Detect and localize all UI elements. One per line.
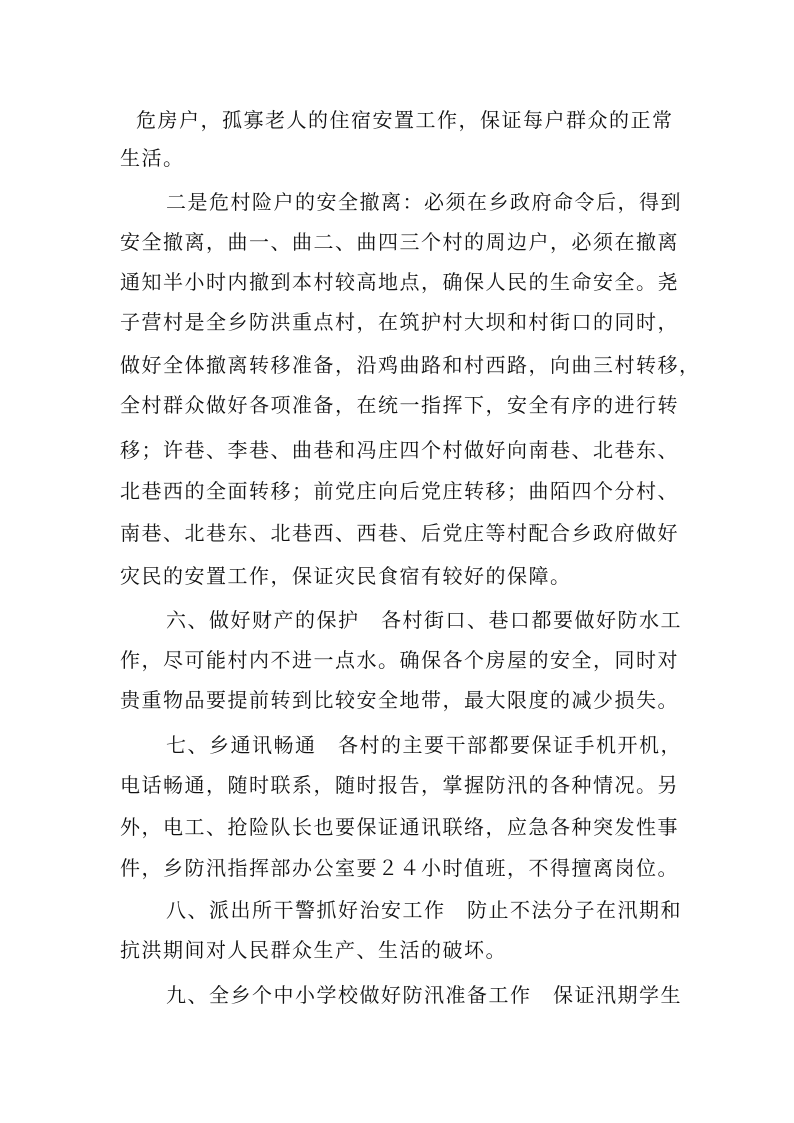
text-line: 外，电工、抢险队长也要保证通讯联络，应急各种突发性事 — [120, 815, 679, 839]
text-line: 通知半小时内撤到本村较高地点，确保人民的生命安全。尧 — [120, 270, 679, 294]
text-line: 贵重物品要提前转到比较安全地带，最大限度的减少损失。 — [120, 688, 679, 712]
text-line: 电话畅通，随时联系，随时报告，掌握防汛的各种情况。另 — [120, 773, 679, 797]
text-line: 全村群众做好各项准备，在统一指挥下，安全有序的进行转 — [120, 393, 679, 417]
text-line: 作，尽可能村内不进一点水。确保各个房屋的安全，同时对 — [120, 648, 679, 672]
text-line: 危房户，孤寡老人的住宿安置工作，保证每户群众的正常 — [136, 108, 674, 132]
text-line: 二是危村险户的安全撤离：必须在乡政府命令后，得到 — [166, 190, 682, 214]
section-heading-line: 九、全乡个中小学校做好防汛准备工作 保证汛期学生 — [166, 983, 682, 1007]
section-heading-line: 八、派出所干警抓好治安工作 防止不法分子在汛期和 — [166, 898, 682, 922]
text-line: 南巷、北巷东、北巷西、西巷、后党庄等村配合乡政府做好 — [120, 521, 679, 545]
section-heading-line: 七、乡通讯畅通 各村的主要干部都要保证手机开机， — [166, 733, 682, 757]
text-line: 安全撤离，曲一、曲二、曲四三个村的周边户，必须在撤离 — [120, 230, 679, 254]
text-line: 子营村是全乡防洪重点村，在筑护村大坝和村街口的同时， — [120, 310, 679, 334]
text-line: 北巷西的全面转移；前党庄向后党庄转移；曲陌四个分村、 — [120, 479, 679, 503]
text-line: 灾民的安置工作，保证灾民食宿有较好的保障。 — [120, 564, 572, 588]
text-line: 做好全体撤离转移准备，沿鸡曲路和村西路，向曲三村转移， — [120, 353, 701, 377]
text-line: 移；许巷、李巷、曲巷和冯庄四个村做好向南巷、北巷东、 — [120, 438, 679, 462]
section-heading-line: 六、做好财产的保护 各村街口、巷口都要做好防水工 — [166, 608, 682, 632]
text-line: 件，乡防汛指挥部办公室要２４小时值班，不得擅离岗位。 — [120, 856, 679, 880]
text-line: 生活。 — [120, 146, 185, 170]
text-line: 抗洪期间对人民群众生产、生活的破坏。 — [120, 938, 507, 962]
